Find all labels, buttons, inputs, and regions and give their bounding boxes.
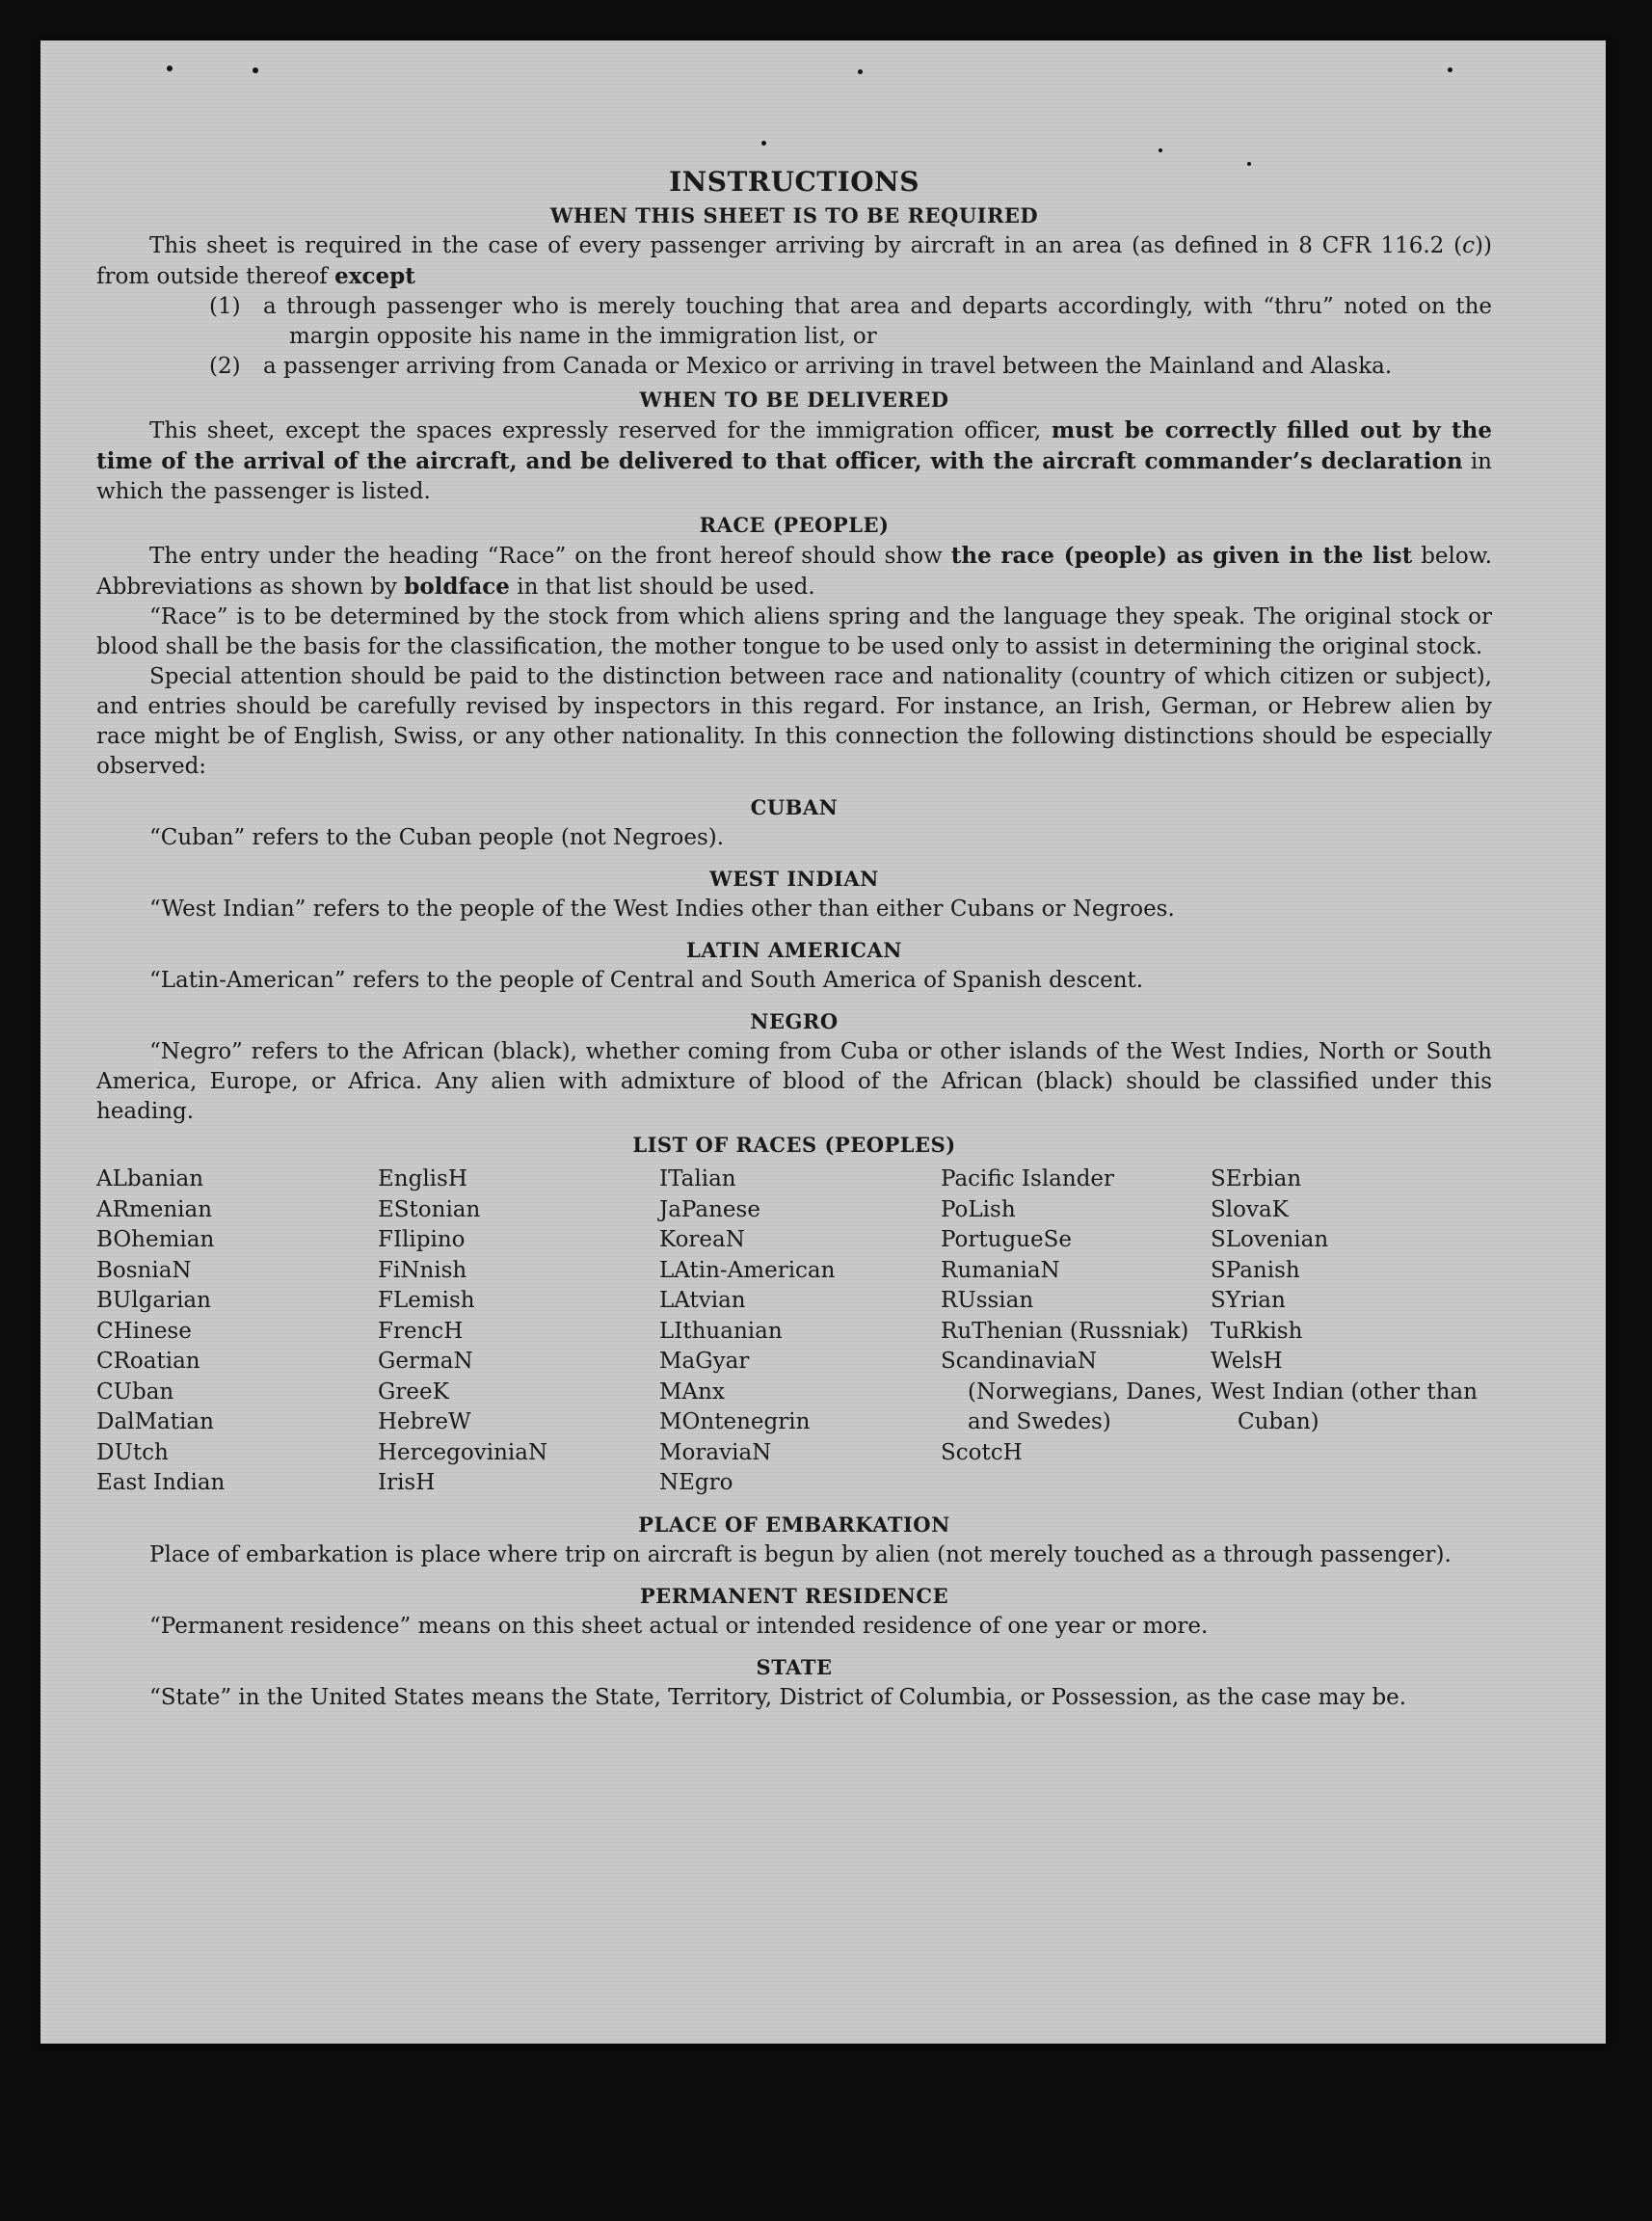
race-entry: FLemish [378, 1288, 475, 1313]
race-entry: CRoatian [96, 1349, 200, 1374]
page-title: INSTRUCTIONS [669, 166, 919, 198]
exception-item-2: (2) a passenger arriving from Canada or Mexico or arriving in travel between the Mainland and Alaska. [209, 354, 1393, 379]
latin-american-text: “Latin-American” refers to the people of Central and South America of Spanish descent. [149, 968, 1144, 993]
required-intro: This sheet is required in the case of every passenger arriving by aircraft in an area (as defined in 8 CFR 116.2 (c)) from outside thereof except [96, 233, 1492, 289]
cuban-text: “Cuban” refers to the Cuban people (not Negroes). [149, 825, 725, 850]
race-entry: EStonian [378, 1196, 481, 1222]
speck [1448, 67, 1452, 72]
race-entry: SErbian [1211, 1166, 1302, 1191]
race-entry: Pacific Islander [941, 1166, 1115, 1191]
races-column-4 [941, 1164, 1211, 1499]
race-entry: FIlipino [378, 1227, 466, 1252]
race-entry: EnglisH [378, 1166, 467, 1191]
heading-list-of-races: LIST OF RACES (PEOPLES) [632, 1133, 956, 1157]
race-paragraph-3: Special attention should be paid to the distinction between race and nationality (country of which citizen or subject), and entries should be carefully revised by inspectors in this regard. For instance, an Irish, German, or Hebrew alien by race might be of English, Swiss, or any other nationality. In this connection the following distinctions should be especially observed: [96, 664, 1492, 779]
heading-state: STATE [756, 1654, 833, 1679]
race-entry: ScandinaviaN (Norwegians, Danes, and Swedes) [941, 1349, 1203, 1434]
race-entry: JaPanese [659, 1196, 760, 1222]
races-list [96, 1164, 1492, 1499]
race-entry: ALbanian [96, 1166, 204, 1191]
race-entry: RuThenian (Russniak) [941, 1318, 1189, 1344]
races-column-1 [96, 1164, 378, 1499]
heading-residence: PERMANENT RESIDENCE [639, 1583, 949, 1608]
race-entry: RumaniaN [941, 1257, 1060, 1283]
race-entry: NEgro [659, 1470, 733, 1495]
heading-required: WHEN THIS SHEET IS TO BE REQUIRED [549, 203, 1039, 227]
races-column-5 [1211, 1164, 1492, 1499]
negro-text: “Negro” refers to the African (black), whether coming from Cuba or other islands of the West Indies, North or South America, Europe, or Africa. Any alien with admixture of blood of the African (black) should be classified under this heading. [96, 1039, 1492, 1124]
delivered-text: This sheet, except the spaces expressly reserved for the immigration officer, must be correctly filled out by the time of the arrival of the aircraft, and be delivered to that officer, with the aircraft commander’s declaration in which the passenger is listed. [96, 417, 1493, 504]
race-entry: TuRkish [1211, 1318, 1303, 1344]
speck [167, 66, 173, 71]
speck [761, 141, 766, 146]
race-entry: SYrian [1211, 1288, 1286, 1313]
speck [1159, 148, 1162, 152]
heading-race: RACE (PEOPLE) [699, 513, 890, 537]
race-entry: LAtin-American [659, 1257, 836, 1283]
race-entry: HercegoviniaN [378, 1439, 548, 1465]
race-entry: PortugueSe [941, 1227, 1072, 1252]
race-entry: HebreW [378, 1409, 471, 1434]
race-paragraph-1: The entry under the heading “Race” on the front hereof should show the race (people) as given in the list below. Abbreviations as shown by boldface in that list should be used. [96, 543, 1493, 600]
race-entry: ITalian [659, 1166, 736, 1191]
west-indian-text: “West Indian” refers to the people of the West Indies other than either Cubans or Negroes. [149, 896, 1175, 922]
races-column-3 [659, 1164, 941, 1499]
race-entry: GreeK [378, 1378, 449, 1405]
race-entry: PoLish [941, 1196, 1016, 1222]
race-entry: MaGyar [659, 1349, 750, 1374]
race-entry: East Indian [96, 1470, 226, 1495]
heading-negro: NEGRO [750, 1009, 839, 1033]
race-entry: DalMatian [96, 1409, 214, 1434]
residence-text: “Permanent residence” means on this sheet actual or intended residence of one year or more. [149, 1613, 1209, 1639]
race-entry: BosniaN [96, 1257, 192, 1283]
race-entry: IrisH [378, 1470, 436, 1495]
race-entry: CHinese [96, 1318, 192, 1344]
embarkation-text: Place of embarkation is place where trip on aircraft is begun by alien (not merely touched as a through passenger). [149, 1541, 1452, 1567]
race-entry: GermaN [378, 1349, 473, 1374]
exception-item-1: (1) a through passenger who is merely touching that area and departs accordingly, with “thru” noted on the margin opposite his name in the immigration list, or [209, 294, 1492, 349]
race-entry: CUban [96, 1378, 174, 1405]
heading-delivered: WHEN TO BE DELIVERED [639, 388, 949, 412]
race-entry: MoraviaN [659, 1439, 772, 1465]
heading-latin-american: LATIN AMERICAN [686, 938, 902, 962]
race-entry: SPanish [1211, 1257, 1300, 1283]
speck [253, 67, 258, 73]
race-entry: LAtvian [659, 1288, 746, 1313]
race-entry: MOntenegrin [659, 1409, 811, 1434]
heading-cuban: CUBAN [750, 795, 839, 819]
instructions-body [96, 166, 1492, 1713]
race-entry: WelsH [1211, 1349, 1283, 1374]
race-entry: SlovaK [1211, 1196, 1289, 1222]
race-entry: ScotcH [941, 1439, 1023, 1465]
race-entry: BUlgarian [96, 1288, 211, 1313]
races-column-2 [378, 1164, 659, 1499]
race-paragraph-2: “Race” is to be determined by the stock from which aliens spring and the language they speak. The original stock or blood shall be the basis for the classification, the mother tongue to be used only to assist in determining the original stock. [96, 604, 1492, 659]
race-entry: FrencH [378, 1318, 464, 1344]
heading-west-indian: WEST INDIAN [709, 867, 879, 891]
heading-embarkation: PLACE OF EMBARKATION [638, 1512, 950, 1537]
race-entry: LIthuanian [659, 1318, 783, 1344]
speck [858, 69, 863, 74]
race-entry: SLovenian [1211, 1227, 1329, 1252]
race-entry: KoreaN [659, 1227, 745, 1252]
race-entry: ARmenian [96, 1196, 213, 1222]
state-text: “State” in the United States means the State, Territory, District of Columbia, or Possession, as the case may be. [149, 1684, 1407, 1710]
race-entry: West Indian (other than Cuban) [1211, 1378, 1478, 1434]
race-entry: BOhemian [96, 1227, 215, 1252]
race-entry: RUssian [941, 1288, 1034, 1313]
race-entry: DUtch [96, 1439, 169, 1465]
race-entry: MAnx [659, 1378, 725, 1405]
race-entry: FiNnish [378, 1257, 467, 1283]
